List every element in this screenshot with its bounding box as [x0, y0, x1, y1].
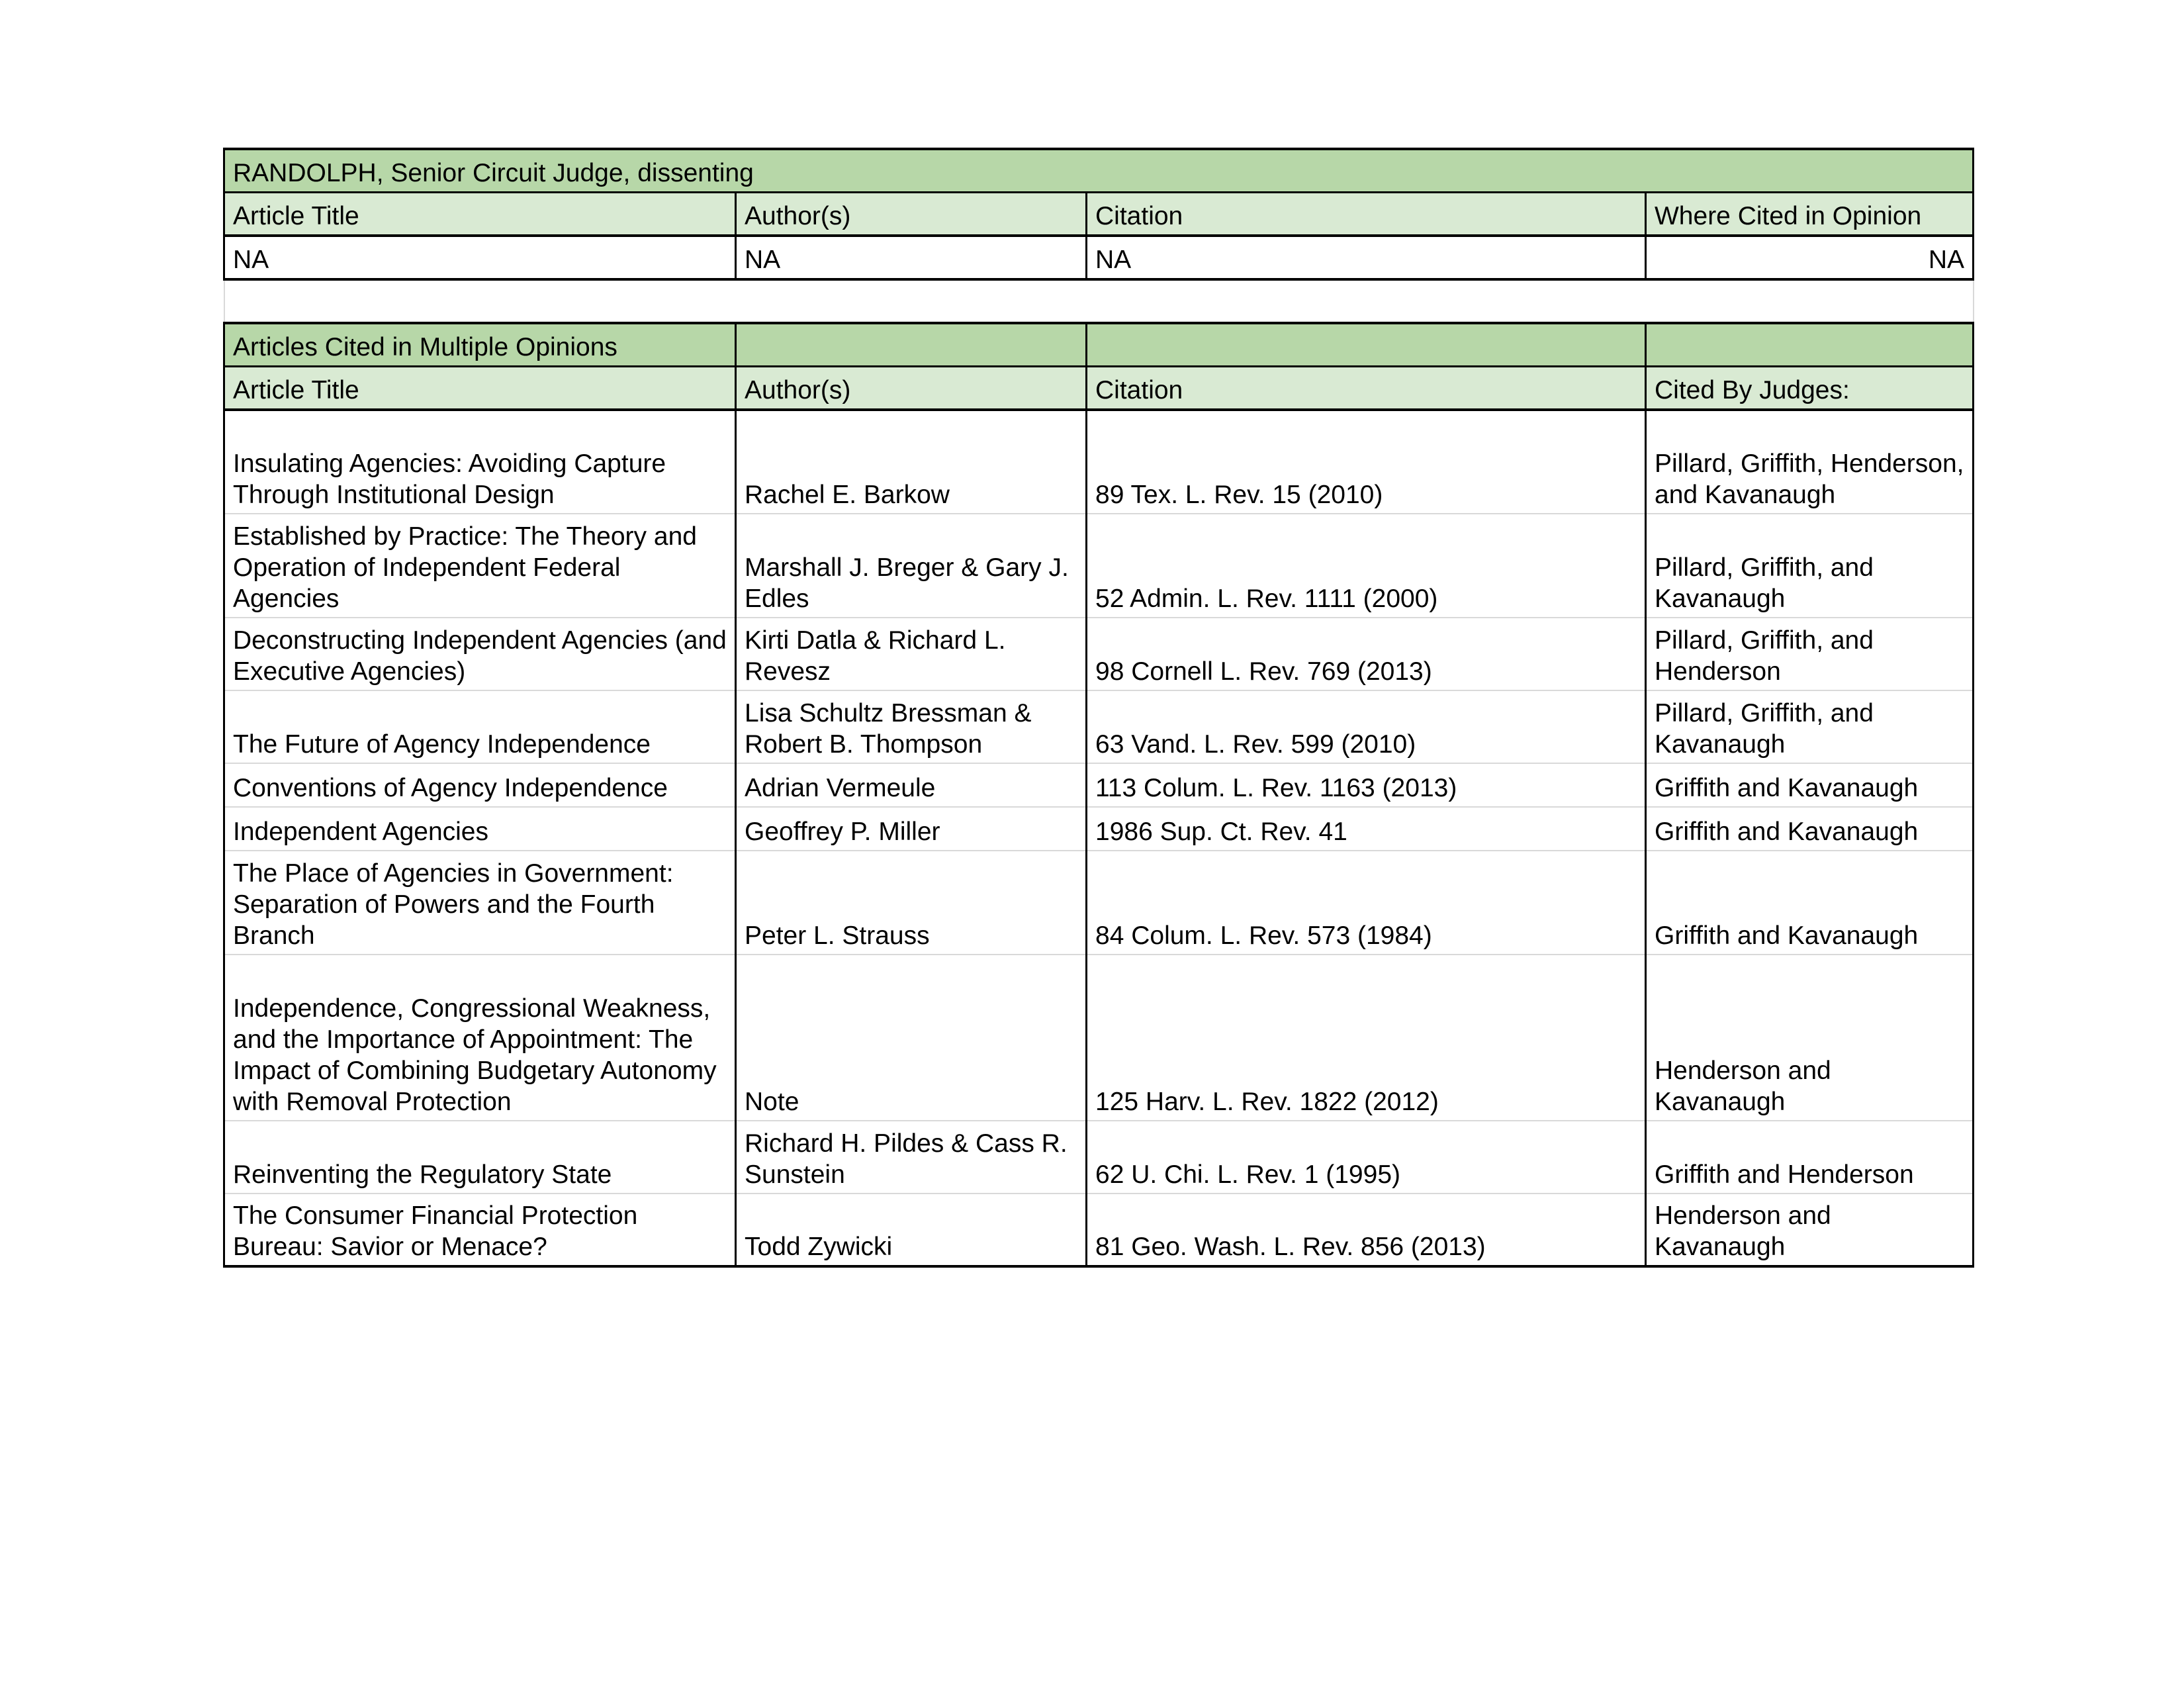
header-authors[interactable]: Author(s) [736, 193, 1087, 236]
article-title-cell[interactable]: Insulating Agencies: Avoiding Capture Through Institutional Design [224, 410, 736, 514]
authors-cell[interactable]: Geoffrey P. Miller [736, 807, 1087, 851]
header-cited-by[interactable]: Cited By Judges: [1646, 367, 1974, 410]
table-row [224, 955, 1974, 1121]
empty-cell[interactable] [224, 279, 1974, 323]
empty-cell[interactable] [1646, 323, 1974, 367]
authors-cell[interactable]: Todd Zywicki [736, 1194, 1087, 1266]
table-row [224, 410, 1974, 514]
citation-cell[interactable]: 52 Admin. L. Rev. 1111 (2000) [1087, 514, 1646, 618]
dissent-section-header [224, 149, 1974, 193]
header-where-cited[interactable]: Where Cited in Opinion [1646, 193, 1974, 236]
citations-spreadsheet [223, 148, 1972, 1268]
article-title-cell[interactable]: Independent Agencies [224, 807, 736, 851]
article-title-cell[interactable]: Conventions of Agency Independence [224, 763, 736, 807]
authors-cell[interactable]: Marshall J. Breger & Gary J. Edles [736, 514, 1087, 618]
spacer-row [224, 279, 1974, 323]
citation-cell[interactable]: 63 Vand. L. Rev. 599 (2010) [1087, 690, 1646, 763]
header-article-title[interactable]: Article Title [224, 193, 736, 236]
cited-by-cell[interactable]: Pillard, Griffith, and Henderson [1646, 618, 1974, 690]
header-citation[interactable]: Citation [1087, 367, 1646, 410]
citations-table [223, 148, 1974, 1268]
table-row [224, 807, 1974, 851]
multiple-column-headers [224, 367, 1974, 410]
article-title-cell[interactable]: The Consumer Financial Protection Bureau: Savior or Menace? [224, 1194, 736, 1266]
table-row [224, 1194, 1974, 1266]
authors-cell[interactable]: Lisa Schultz Bressman & Robert B. Thompson [736, 690, 1087, 763]
table-row [224, 514, 1974, 618]
multiple-section-title[interactable]: Articles Cited in Multiple Opinions [224, 323, 736, 367]
empty-cell[interactable] [1087, 323, 1646, 367]
dissent-where-cited[interactable]: NA [1646, 236, 1974, 279]
table-row [224, 763, 1974, 807]
authors-cell[interactable]: Peter L. Strauss [736, 851, 1087, 955]
cited-by-cell[interactable]: Griffith and Kavanaugh [1646, 763, 1974, 807]
article-title-cell[interactable]: Independence, Congressional Weakness, and the Importance of Appointment: The Impact of Combining Budgetary Autonomy with Removal Protection [224, 955, 736, 1121]
article-title-cell[interactable]: The Future of Agency Independence [224, 690, 736, 763]
cited-by-cell[interactable]: Pillard, Griffith, and Kavanaugh [1646, 514, 1974, 618]
header-article-title[interactable]: Article Title [224, 367, 736, 410]
authors-cell[interactable]: Rachel E. Barkow [736, 410, 1087, 514]
article-title-cell[interactable]: Deconstructing Independent Agencies (and Executive Agencies) [224, 618, 736, 690]
table-row [224, 1121, 1974, 1194]
table-row [224, 618, 1974, 690]
citation-cell[interactable]: 113 Colum. L. Rev. 1163 (2013) [1087, 763, 1646, 807]
cited-by-cell[interactable]: Griffith and Henderson [1646, 1121, 1974, 1194]
citation-cell[interactable]: 81 Geo. Wash. L. Rev. 856 (2013) [1087, 1194, 1646, 1266]
dissent-citation[interactable]: NA [1087, 236, 1646, 279]
header-authors[interactable]: Author(s) [736, 367, 1087, 410]
article-title-cell[interactable]: The Place of Agencies in Government: Separation of Powers and the Fourth Branch [224, 851, 736, 955]
cited-by-cell[interactable]: Henderson and Kavanaugh [1646, 1194, 1974, 1266]
cited-by-cell[interactable]: Griffith and Kavanaugh [1646, 807, 1974, 851]
table-row [224, 851, 1974, 955]
multiple-section-header [224, 323, 1974, 367]
header-citation[interactable]: Citation [1087, 193, 1646, 236]
citation-cell[interactable]: 89 Tex. L. Rev. 15 (2010) [1087, 410, 1646, 514]
dissent-row [224, 236, 1974, 279]
citation-cell[interactable]: 84 Colum. L. Rev. 573 (1984) [1087, 851, 1646, 955]
article-title-cell[interactable]: Reinventing the Regulatory State [224, 1121, 736, 1194]
dissent-article-title[interactable]: NA [224, 236, 736, 279]
empty-cell[interactable] [736, 323, 1087, 367]
cited-by-cell[interactable]: Pillard, Griffith, Henderson, and Kavanaugh [1646, 410, 1974, 514]
cited-by-cell[interactable]: Griffith and Kavanaugh [1646, 851, 1974, 955]
citation-cell[interactable]: 62 U. Chi. L. Rev. 1 (1995) [1087, 1121, 1646, 1194]
article-title-cell[interactable]: Established by Practice: The Theory and Operation of Independent Federal Agencies [224, 514, 736, 618]
citation-cell[interactable]: 98 Cornell L. Rev. 769 (2013) [1087, 618, 1646, 690]
dissent-section-title[interactable]: RANDOLPH, Senior Circuit Judge, dissenting [224, 149, 1974, 193]
authors-cell[interactable]: Adrian Vermeule [736, 763, 1087, 807]
cited-by-cell[interactable]: Pillard, Griffith, and Kavanaugh [1646, 690, 1974, 763]
authors-cell[interactable]: Kirti Datla & Richard L. Revesz [736, 618, 1087, 690]
authors-cell[interactable]: Note [736, 955, 1087, 1121]
authors-cell[interactable]: Richard H. Pildes & Cass R. Sunstein [736, 1121, 1087, 1194]
dissent-authors[interactable]: NA [736, 236, 1087, 279]
cited-by-cell[interactable]: Henderson and Kavanaugh [1646, 955, 1974, 1121]
dissent-column-headers [224, 193, 1974, 236]
citation-cell[interactable]: 125 Harv. L. Rev. 1822 (2012) [1087, 955, 1646, 1121]
citation-cell[interactable]: 1986 Sup. Ct. Rev. 41 [1087, 807, 1646, 851]
table-row [224, 690, 1974, 763]
